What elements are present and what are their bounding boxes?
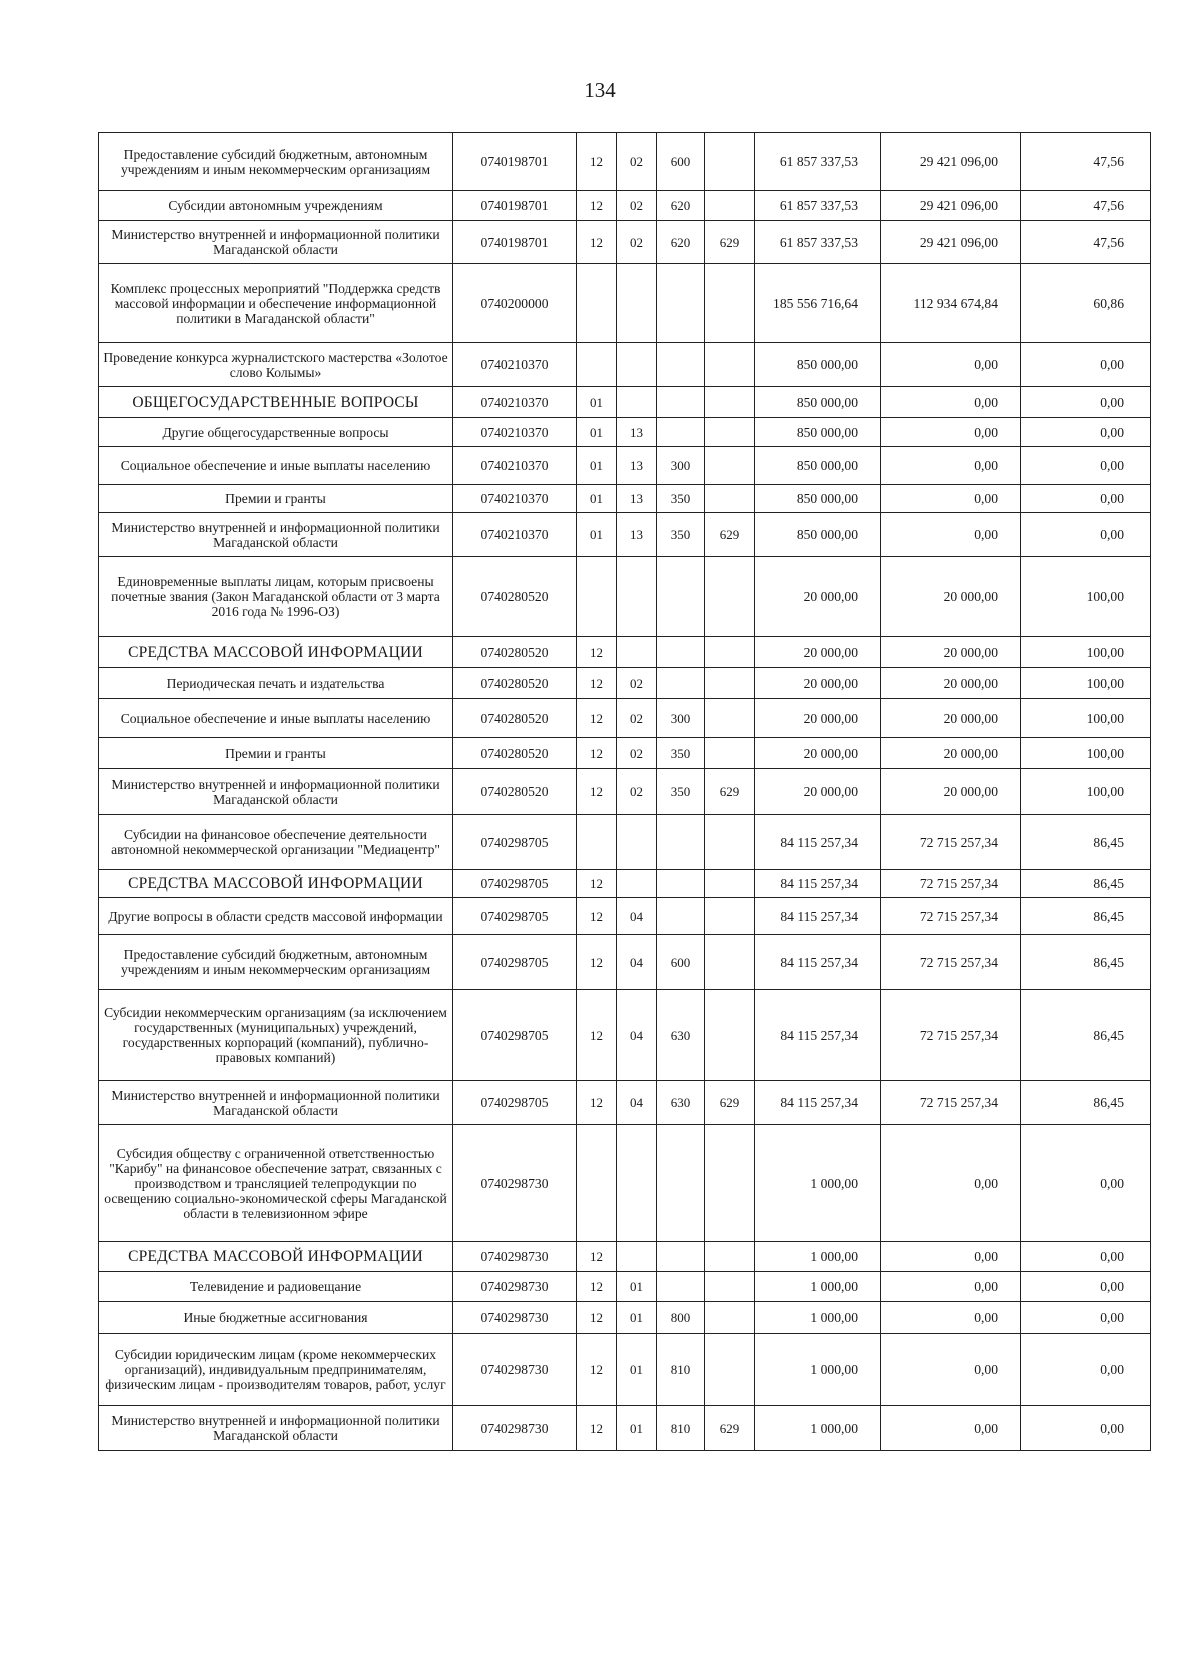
subsection-cell: 13: [617, 418, 657, 447]
fact-amount-cell: 20 000,00: [881, 769, 1021, 815]
expense-name-cell: Премии и гранты: [99, 738, 453, 769]
expense-type-cell: [657, 898, 705, 935]
fact-amount-cell: 0,00: [881, 1125, 1021, 1242]
budget-table: [98, 132, 1151, 1451]
subsection-cell: 02: [617, 133, 657, 191]
target-article-cell: 0740210370: [453, 387, 577, 418]
section-cell: 01: [577, 513, 617, 557]
table-row: [99, 387, 1151, 418]
plan-amount-cell: 1 000,00: [755, 1406, 881, 1451]
expense-name-cell: Проведение конкурса журналистского мастерства «Золотое слово Колымы»: [99, 343, 453, 387]
target-article-cell: 0740280520: [453, 738, 577, 769]
expense-type-cell: 350: [657, 485, 705, 513]
grbs-cell: [705, 485, 755, 513]
expense-type-cell: [657, 870, 705, 898]
target-article-cell: 0740298730: [453, 1406, 577, 1451]
target-article-cell: 0740280520: [453, 668, 577, 699]
section-cell: 01: [577, 387, 617, 418]
fact-amount-cell: 0,00: [881, 1302, 1021, 1334]
expense-name-cell: Министерство внутренней и информационной политики Магаданской области: [99, 769, 453, 815]
subsection-cell: 02: [617, 769, 657, 815]
section-cell: [577, 264, 617, 343]
expense-name-cell: Другие вопросы в области средств массовой информации: [99, 898, 453, 935]
subsection-cell: 01: [617, 1302, 657, 1334]
plan-amount-cell: 20 000,00: [755, 668, 881, 699]
expense-name-cell: Социальное обеспечение и иные выплаты населению: [99, 699, 453, 738]
table-row: [99, 1272, 1151, 1302]
target-article-cell: 0740298730: [453, 1242, 577, 1272]
table-row: [99, 898, 1151, 935]
target-article-cell: 0740298705: [453, 1081, 577, 1125]
expense-name-cell: Министерство внутренней и информационной политики Магаданской области: [99, 1406, 453, 1451]
percent-cell: 86,45: [1021, 815, 1151, 870]
percent-cell: 0,00: [1021, 513, 1151, 557]
fact-amount-cell: 72 715 257,34: [881, 1081, 1021, 1125]
percent-cell: 86,45: [1021, 898, 1151, 935]
expense-type-cell: 300: [657, 447, 705, 485]
grbs-cell: 629: [705, 1406, 755, 1451]
section-cell: 12: [577, 1242, 617, 1272]
expense-name-cell: Министерство внутренней и информационной политики Магаданской области: [99, 221, 453, 264]
plan-amount-cell: 61 857 337,53: [755, 133, 881, 191]
section-cell: 12: [577, 898, 617, 935]
table-row: [99, 668, 1151, 699]
target-article-cell: 0740298705: [453, 870, 577, 898]
section-cell: 12: [577, 870, 617, 898]
subsection-cell: [617, 870, 657, 898]
expense-name-cell: Предоставление субсидий бюджетным, автономным учреждениям и иным некоммерческим организациям: [99, 133, 453, 191]
expense-type-cell: [657, 557, 705, 637]
fact-amount-cell: 29 421 096,00: [881, 221, 1021, 264]
table-row: [99, 1081, 1151, 1125]
subsection-cell: 13: [617, 513, 657, 557]
expense-type-cell: 620: [657, 191, 705, 221]
fact-amount-cell: 29 421 096,00: [881, 191, 1021, 221]
grbs-cell: [705, 699, 755, 738]
expense-type-cell: [657, 1125, 705, 1242]
grbs-cell: [705, 343, 755, 387]
table-row: [99, 1406, 1151, 1451]
subsection-cell: 04: [617, 898, 657, 935]
plan-amount-cell: 850 000,00: [755, 418, 881, 447]
section-cell: 12: [577, 1081, 617, 1125]
expense-name-cell: Субсидии на финансовое обеспечение деятельности автономной некоммерческой организации "Медиацентр": [99, 815, 453, 870]
percent-cell: 0,00: [1021, 1242, 1151, 1272]
section-cell: [577, 343, 617, 387]
subsection-cell: 01: [617, 1272, 657, 1302]
target-article-cell: 0740298705: [453, 898, 577, 935]
fact-amount-cell: 0,00: [881, 1272, 1021, 1302]
grbs-cell: [705, 1125, 755, 1242]
percent-cell: 47,56: [1021, 221, 1151, 264]
expense-name-cell: СРЕДСТВА МАССОВОЙ ИНФОРМАЦИИ: [99, 870, 453, 898]
target-article-cell: 0740198701: [453, 133, 577, 191]
expense-type-cell: [657, 1242, 705, 1272]
table-row: [99, 1242, 1151, 1272]
percent-cell: 47,56: [1021, 191, 1151, 221]
subsection-cell: [617, 264, 657, 343]
section-cell: 12: [577, 1334, 617, 1406]
fact-amount-cell: 0,00: [881, 1242, 1021, 1272]
grbs-cell: [705, 1334, 755, 1406]
plan-amount-cell: 850 000,00: [755, 485, 881, 513]
subsection-cell: [617, 1242, 657, 1272]
grbs-cell: 629: [705, 1081, 755, 1125]
subsection-cell: 02: [617, 221, 657, 264]
fact-amount-cell: 20 000,00: [881, 557, 1021, 637]
target-article-cell: 0740298730: [453, 1302, 577, 1334]
table-row: [99, 769, 1151, 815]
fact-amount-cell: 20 000,00: [881, 738, 1021, 769]
fact-amount-cell: 0,00: [881, 1334, 1021, 1406]
section-cell: 12: [577, 990, 617, 1081]
expense-name-cell: Другие общегосударственные вопросы: [99, 418, 453, 447]
expense-type-cell: [657, 1272, 705, 1302]
plan-amount-cell: 1 000,00: [755, 1302, 881, 1334]
subsection-cell: [617, 1125, 657, 1242]
target-article-cell: 0740200000: [453, 264, 577, 343]
expense-type-cell: 350: [657, 513, 705, 557]
plan-amount-cell: 20 000,00: [755, 557, 881, 637]
fact-amount-cell: 72 715 257,34: [881, 870, 1021, 898]
fact-amount-cell: 72 715 257,34: [881, 815, 1021, 870]
section-cell: 12: [577, 738, 617, 769]
fact-amount-cell: 72 715 257,34: [881, 935, 1021, 990]
expense-name-cell: Субсидии автономным учреждениям: [99, 191, 453, 221]
expense-name-cell: Субсидия обществу с ограниченной ответственностью "Карибу" на финансовое обеспечение затрат, связанных с производством и трансляцией телепродукции по освещению социально-экономической сферы Магаданской области в телевизионном эфире: [99, 1125, 453, 1242]
section-cell: 12: [577, 191, 617, 221]
section-cell: 12: [577, 668, 617, 699]
plan-amount-cell: 84 115 257,34: [755, 1081, 881, 1125]
section-cell: 12: [577, 1272, 617, 1302]
expense-type-cell: 630: [657, 990, 705, 1081]
expense-type-cell: 800: [657, 1302, 705, 1334]
table-row: [99, 637, 1151, 668]
grbs-cell: [705, 815, 755, 870]
fact-amount-cell: 0,00: [881, 418, 1021, 447]
plan-amount-cell: 61 857 337,53: [755, 191, 881, 221]
section-cell: [577, 1125, 617, 1242]
section-cell: 12: [577, 769, 617, 815]
expense-type-cell: 300: [657, 699, 705, 738]
percent-cell: 0,00: [1021, 485, 1151, 513]
table-row: [99, 343, 1151, 387]
fact-amount-cell: 0,00: [881, 387, 1021, 418]
expense-name-cell: Субсидии юридическим лицам (кроме некоммерческих организаций), индивидуальным предпринимателям, физическим лицам - производителям товаров, работ, услуг: [99, 1334, 453, 1406]
expense-name-cell: СРЕДСТВА МАССОВОЙ ИНФОРМАЦИИ: [99, 1242, 453, 1272]
target-article-cell: 0740298705: [453, 815, 577, 870]
plan-amount-cell: 84 115 257,34: [755, 815, 881, 870]
fact-amount-cell: 0,00: [881, 485, 1021, 513]
subsection-cell: 02: [617, 191, 657, 221]
subsection-cell: 04: [617, 935, 657, 990]
fact-amount-cell: 112 934 674,84: [881, 264, 1021, 343]
percent-cell: 0,00: [1021, 343, 1151, 387]
grbs-cell: [705, 637, 755, 668]
subsection-cell: [617, 637, 657, 668]
expense-type-cell: 810: [657, 1334, 705, 1406]
grbs-cell: [705, 1302, 755, 1334]
plan-amount-cell: 84 115 257,34: [755, 870, 881, 898]
percent-cell: 0,00: [1021, 447, 1151, 485]
percent-cell: 100,00: [1021, 637, 1151, 668]
expense-name-cell: Телевидение и радиовещание: [99, 1272, 453, 1302]
plan-amount-cell: 20 000,00: [755, 738, 881, 769]
section-cell: 12: [577, 637, 617, 668]
section-cell: 12: [577, 699, 617, 738]
target-article-cell: 0740298705: [453, 990, 577, 1081]
table-row: [99, 513, 1151, 557]
expense-type-cell: 350: [657, 738, 705, 769]
percent-cell: 86,45: [1021, 870, 1151, 898]
plan-amount-cell: 1 000,00: [755, 1334, 881, 1406]
grbs-cell: [705, 418, 755, 447]
table-row: [99, 485, 1151, 513]
fact-amount-cell: 72 715 257,34: [881, 898, 1021, 935]
plan-amount-cell: 20 000,00: [755, 699, 881, 738]
expense-type-cell: 600: [657, 935, 705, 990]
percent-cell: 100,00: [1021, 769, 1151, 815]
subsection-cell: [617, 815, 657, 870]
target-article-cell: 0740298730: [453, 1272, 577, 1302]
section-cell: 01: [577, 418, 617, 447]
subsection-cell: [617, 557, 657, 637]
table-row: [99, 1125, 1151, 1242]
section-cell: 01: [577, 447, 617, 485]
grbs-cell: [705, 990, 755, 1081]
expense-type-cell: [657, 668, 705, 699]
grbs-cell: [705, 668, 755, 699]
subsection-cell: 01: [617, 1334, 657, 1406]
expense-type-cell: [657, 637, 705, 668]
grbs-cell: [705, 133, 755, 191]
plan-amount-cell: 185 556 716,64: [755, 264, 881, 343]
target-article-cell: 0740210370: [453, 447, 577, 485]
expense-name-cell: Единовременные выплаты лицам, которым присвоены почетные звания (Закон Магаданской области от 3 марта 2016 года № 1996-ОЗ): [99, 557, 453, 637]
table-row: [99, 699, 1151, 738]
target-article-cell: 0740298705: [453, 935, 577, 990]
target-article-cell: 0740210370: [453, 343, 577, 387]
percent-cell: 100,00: [1021, 738, 1151, 769]
expense-name-cell: Иные бюджетные ассигнования: [99, 1302, 453, 1334]
fact-amount-cell: 20 000,00: [881, 668, 1021, 699]
plan-amount-cell: 1 000,00: [755, 1125, 881, 1242]
percent-cell: 0,00: [1021, 1406, 1151, 1451]
table-row: [99, 191, 1151, 221]
plan-amount-cell: 20 000,00: [755, 637, 881, 668]
grbs-cell: [705, 387, 755, 418]
percent-cell: 0,00: [1021, 387, 1151, 418]
expense-name-cell: Предоставление субсидий бюджетным, автономным учреждениям и иным некоммерческим организациям: [99, 935, 453, 990]
page-number: 134: [584, 78, 616, 102]
grbs-cell: 629: [705, 513, 755, 557]
percent-cell: 0,00: [1021, 1272, 1151, 1302]
plan-amount-cell: 850 000,00: [755, 387, 881, 418]
percent-cell: 86,45: [1021, 990, 1151, 1081]
section-cell: 12: [577, 935, 617, 990]
expense-type-cell: [657, 815, 705, 870]
grbs-cell: [705, 1242, 755, 1272]
target-article-cell: 0740198701: [453, 221, 577, 264]
subsection-cell: 04: [617, 1081, 657, 1125]
target-article-cell: 0740280520: [453, 769, 577, 815]
expense-type-cell: 350: [657, 769, 705, 815]
grbs-cell: [705, 191, 755, 221]
subsection-cell: 13: [617, 485, 657, 513]
grbs-cell: [705, 870, 755, 898]
table-row: [99, 815, 1151, 870]
table-row: [99, 264, 1151, 343]
grbs-cell: [705, 738, 755, 769]
expense-name-cell: Министерство внутренней и информационной политики Магаданской области: [99, 513, 453, 557]
table-row: [99, 1334, 1151, 1406]
table-row: [99, 990, 1151, 1081]
subsection-cell: 01: [617, 1406, 657, 1451]
expense-type-cell: 600: [657, 133, 705, 191]
plan-amount-cell: 84 115 257,34: [755, 990, 881, 1081]
fact-amount-cell: 20 000,00: [881, 637, 1021, 668]
subsection-cell: 13: [617, 447, 657, 485]
table-row: [99, 935, 1151, 990]
grbs-cell: 629: [705, 769, 755, 815]
plan-amount-cell: 1 000,00: [755, 1242, 881, 1272]
section-cell: 12: [577, 221, 617, 264]
expense-name-cell: ОБЩЕГОСУДАРСТВЕННЫЕ ВОПРОСЫ: [99, 387, 453, 418]
section-cell: 12: [577, 133, 617, 191]
subsection-cell: 02: [617, 699, 657, 738]
expense-name-cell: Периодическая печать и издательства: [99, 668, 453, 699]
target-article-cell: 0740280520: [453, 699, 577, 738]
percent-cell: 100,00: [1021, 557, 1151, 637]
fact-amount-cell: 0,00: [881, 343, 1021, 387]
expense-type-cell: 810: [657, 1406, 705, 1451]
table-row: [99, 418, 1151, 447]
expense-name-cell: СРЕДСТВА МАССОВОЙ ИНФОРМАЦИИ: [99, 637, 453, 668]
grbs-cell: [705, 447, 755, 485]
grbs-cell: 629: [705, 221, 755, 264]
plan-amount-cell: 61 857 337,53: [755, 221, 881, 264]
fact-amount-cell: 0,00: [881, 447, 1021, 485]
expense-type-cell: [657, 264, 705, 343]
section-cell: 01: [577, 485, 617, 513]
percent-cell: 0,00: [1021, 418, 1151, 447]
percent-cell: 86,45: [1021, 1081, 1151, 1125]
target-article-cell: 0740280520: [453, 637, 577, 668]
grbs-cell: [705, 935, 755, 990]
plan-amount-cell: 1 000,00: [755, 1272, 881, 1302]
plan-amount-cell: 850 000,00: [755, 513, 881, 557]
percent-cell: 0,00: [1021, 1334, 1151, 1406]
fact-amount-cell: 0,00: [881, 1406, 1021, 1451]
percent-cell: 100,00: [1021, 699, 1151, 738]
target-article-cell: 0740280520: [453, 557, 577, 637]
percent-cell: 86,45: [1021, 935, 1151, 990]
target-article-cell: 0740210370: [453, 513, 577, 557]
plan-amount-cell: 84 115 257,34: [755, 935, 881, 990]
table-row: [99, 133, 1151, 191]
expense-type-cell: 620: [657, 221, 705, 264]
percent-cell: 100,00: [1021, 668, 1151, 699]
percent-cell: 0,00: [1021, 1125, 1151, 1242]
plan-amount-cell: 20 000,00: [755, 769, 881, 815]
subsection-cell: 02: [617, 668, 657, 699]
grbs-cell: [705, 264, 755, 343]
fact-amount-cell: 20 000,00: [881, 699, 1021, 738]
expense-type-cell: [657, 418, 705, 447]
target-article-cell: 0740298730: [453, 1125, 577, 1242]
grbs-cell: [705, 898, 755, 935]
target-article-cell: 0740210370: [453, 418, 577, 447]
subsection-cell: 02: [617, 738, 657, 769]
grbs-cell: [705, 1272, 755, 1302]
target-article-cell: 0740210370: [453, 485, 577, 513]
subsection-cell: [617, 343, 657, 387]
subsection-cell: 04: [617, 990, 657, 1081]
grbs-cell: [705, 557, 755, 637]
table-row: [99, 221, 1151, 264]
expense-type-cell: [657, 343, 705, 387]
table-row: [99, 1302, 1151, 1334]
expense-name-cell: Социальное обеспечение и иные выплаты населению: [99, 447, 453, 485]
expense-type-cell: 630: [657, 1081, 705, 1125]
table-row: [99, 870, 1151, 898]
target-article-cell: 0740298730: [453, 1334, 577, 1406]
plan-amount-cell: 850 000,00: [755, 343, 881, 387]
expense-type-cell: [657, 387, 705, 418]
expense-name-cell: Комплекс процессных мероприятий "Поддержка средств массовой информации и обеспечение информационной политики в Магаданской области": [99, 264, 453, 343]
table-row: [99, 557, 1151, 637]
target-article-cell: 0740198701: [453, 191, 577, 221]
expense-name-cell: Министерство внутренней и информационной политики Магаданской области: [99, 1081, 453, 1125]
section-cell: [577, 557, 617, 637]
percent-cell: 60,86: [1021, 264, 1151, 343]
section-cell: 12: [577, 1406, 617, 1451]
fact-amount-cell: 29 421 096,00: [881, 133, 1021, 191]
table-row: [99, 738, 1151, 769]
percent-cell: 0,00: [1021, 1302, 1151, 1334]
plan-amount-cell: 850 000,00: [755, 447, 881, 485]
percent-cell: 47,56: [1021, 133, 1151, 191]
plan-amount-cell: 84 115 257,34: [755, 898, 881, 935]
expense-name-cell: Субсидии некоммерческим организациям (за исключением государственных (муниципальных) учреждений, государственных корпораций (компаний), публично-правовых компаний): [99, 990, 453, 1081]
fact-amount-cell: 72 715 257,34: [881, 990, 1021, 1081]
expense-name-cell: Премии и гранты: [99, 485, 453, 513]
subsection-cell: [617, 387, 657, 418]
fact-amount-cell: 0,00: [881, 513, 1021, 557]
section-cell: [577, 815, 617, 870]
section-cell: 12: [577, 1302, 617, 1334]
table-row: [99, 447, 1151, 485]
table-body: [99, 133, 1151, 1451]
